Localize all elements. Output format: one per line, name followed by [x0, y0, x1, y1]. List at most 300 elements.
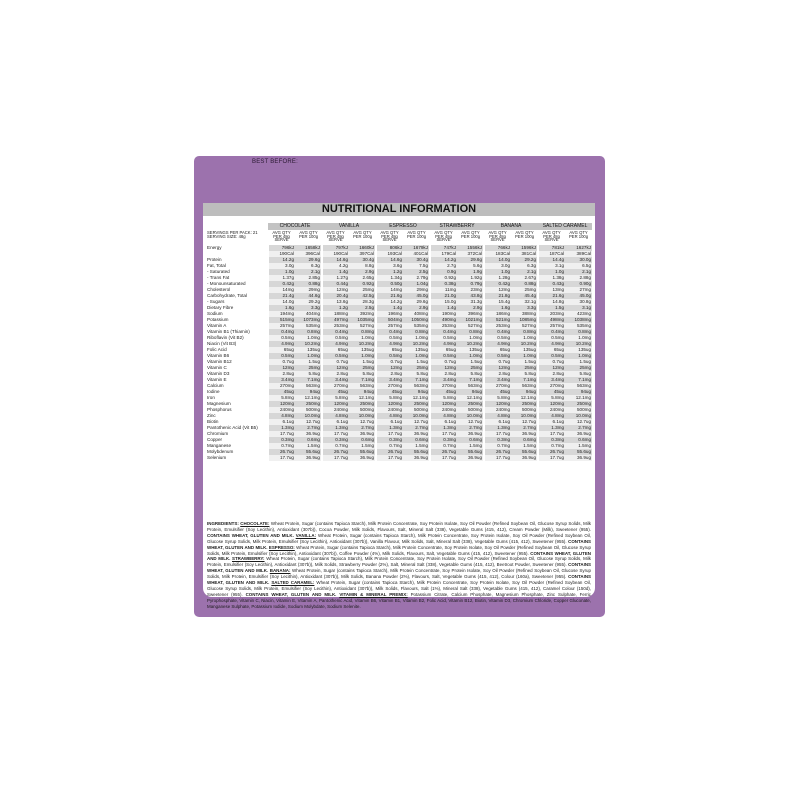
nutrient-value: 2.7mg — [565, 425, 592, 431]
nutrient-value: 500mg — [511, 407, 538, 413]
nutrient-value: 36.9ug — [349, 455, 376, 461]
nutrient-value: 135ug — [295, 347, 322, 353]
servings-per-pack: SERVINGS PER PACK: 21 — [207, 230, 258, 235]
nutrient-value: 4.8mg — [484, 413, 511, 419]
nutrient-value: 20.4g — [322, 293, 349, 299]
nutrient-value: 65ug — [322, 347, 349, 353]
nutrient-value: 65ug — [268, 347, 295, 353]
flavour-header-row — [206, 223, 592, 230]
nutrient-value: 14.0g — [484, 257, 511, 263]
nutrient-value: 0.4mg — [376, 329, 403, 335]
nutrient-value: 1.3mg — [484, 425, 511, 431]
nutrient-value: 12.7ug — [565, 419, 592, 425]
nutrient-value: 29.6g — [295, 257, 322, 263]
nutrient-value: 0.7ug — [268, 359, 295, 365]
nutrient-value: 392mg — [349, 311, 376, 317]
nutrient-value: 55.6ug — [565, 449, 592, 455]
nutrient-value: 190mg — [430, 311, 457, 317]
ingredient-flavour-label: ESPRESSO: — [268, 544, 295, 550]
nutrient-value: 5.8ug — [457, 371, 484, 377]
nutrient-value: 1.0mg — [349, 353, 376, 359]
nutrient-value: 44.6g — [295, 293, 322, 299]
nutrient-value: 408mg — [403, 311, 430, 317]
nutrient-value: 1.3mg — [268, 425, 295, 431]
nutrient-value: 0.6mg — [295, 437, 322, 443]
nutrient-label: Folic Acid — [207, 346, 227, 352]
nutrient-value: 36.9ug — [403, 431, 430, 437]
nutrient-value: 36.9ug — [565, 431, 592, 437]
nutrient-value: 0.6mg — [457, 437, 484, 443]
nutrient-value: 0.4mg — [538, 329, 565, 335]
nutrient-value: 30.4g — [403, 257, 430, 263]
nutrient-value: 17.7ug — [322, 431, 349, 437]
nutrient-value: 30.8g — [565, 299, 592, 305]
nutrient-value: 25mg — [349, 365, 376, 371]
nutrient-value: 26.7ug — [268, 449, 295, 455]
nutrient-label: Manganese — [207, 442, 232, 448]
nutrient-value: 29.6g — [457, 257, 484, 263]
nutrient-value: 193Cal — [376, 251, 403, 257]
nutrient-value: 250mg — [457, 401, 484, 407]
nutrient-value: 36.9ug — [511, 431, 538, 437]
nutrient-value: 36.9ug — [457, 455, 484, 461]
nutrient-value: 270mg — [268, 383, 295, 389]
nutrient-label: Selenium — [207, 454, 227, 460]
nutrient-value: 1.0mg — [457, 353, 484, 359]
nutrient-value: 535mg — [565, 323, 592, 329]
nutrient-value: 7.1mg — [457, 377, 484, 383]
nutrient-value: 5.8mg — [268, 395, 295, 401]
nutrient-label: Vitamin B1 (Thiamin) — [207, 328, 250, 334]
nutrient-value: 10.0mg — [511, 413, 538, 419]
nutrient-value: 5.8ug — [565, 371, 592, 377]
nutrient-value: 500mg — [457, 407, 484, 413]
nutrient-value: 17.7ug — [268, 455, 295, 461]
nutrient-value: 29.2g — [511, 257, 538, 263]
nutrient-value: 2.9g — [457, 305, 484, 311]
nutrient-value: 527mg — [349, 323, 376, 329]
nutrient-value: 3.1g — [538, 263, 565, 269]
nutrient-value: 2.7g — [430, 263, 457, 269]
nutrient-value: 12mg — [538, 365, 565, 371]
nutrient-value: 0.42g — [268, 281, 295, 287]
nutrient-value: 0.50g — [376, 281, 403, 287]
nutrient-value: 1.3mg — [322, 425, 349, 431]
nutrient-value: 1.5mg — [511, 443, 538, 449]
nutrient-value: 257mg — [268, 323, 295, 329]
nutrient-value: 1.5ug — [403, 359, 430, 365]
nutrient-value: 1.5mg — [403, 443, 430, 449]
nutrient-value: 42.5g — [349, 293, 376, 299]
nutrient-value: 1.0mg — [295, 353, 322, 359]
nutrient-value: 0.7ug — [430, 359, 457, 365]
nutrient-value: 0.3mg — [538, 437, 565, 443]
nutrient-value: 94ug — [349, 389, 376, 395]
nutrient-label: Pantothenic Acid (Vit B5) — [207, 424, 258, 430]
nutrient-value: 0.3mg — [268, 437, 295, 443]
nutrient-value: 3.6g — [376, 263, 403, 269]
nutrient-value: 563mg — [511, 383, 538, 389]
nutrient-value: 0.8mg — [565, 329, 592, 335]
column-header: AVG QTY PER 100g — [298, 230, 319, 239]
nutrient-value: 270mg — [484, 383, 511, 389]
nutrient-value: 94ug — [403, 389, 430, 395]
nutrient-value: 6.1ug — [376, 419, 403, 425]
column-header: AVG QTY PER 100g — [352, 230, 373, 239]
ingredient-list: Wheat Protein, Sugar (contains Tapioca Starch), Milk Protein Concentrate, Soy Protein Isolate, Soy Oil Powder (Refined Soybean Oil, Glucose Syrup Solids, Milk Protein, Emulsifier (Soy Lecithin), Antioxidant (307b)), Milk Solids, Flavours, Salt (1%), Mineral Salt (338), Vegetable Gums (415, 412), Caramel Colour (150d), Sweetener (955). — [207, 580, 592, 597]
allergen-statement: CONTAINS WHEAT, GLUTEN AND MILK. — [207, 574, 591, 586]
nutrient-value: 6.1ug — [430, 419, 457, 425]
nutrient-value: 187Cal — [538, 251, 565, 257]
nutrient-value: 0.7mg — [376, 443, 403, 449]
nutrient-value: 240mg — [376, 407, 403, 413]
flavour-banana: BANANA — [484, 223, 538, 230]
nutrient-value: 12mg — [322, 287, 349, 293]
nutrient-value: 0.5mg — [538, 335, 565, 341]
nutrient-value: 120mg — [268, 401, 295, 407]
nutrient-value: 0.8mg — [403, 329, 430, 335]
nutrient-value: 12.1mg — [295, 395, 322, 401]
nutrient-label: Iodine — [207, 388, 220, 394]
nutrient-value: 563mg — [349, 383, 376, 389]
nutrient-value: 1.0mg — [349, 335, 376, 341]
allergen-statement: CONTAINS WHEAT, GLUTEN AND MILK. — [207, 532, 294, 538]
nutrient-value: 135ug — [511, 347, 538, 353]
nutrient-value: 1.0mg — [403, 335, 430, 341]
nutrient-value: 25mg — [349, 287, 376, 293]
nutrient-value: 12.1mg — [349, 395, 376, 401]
nutrient-label: Sodium — [207, 310, 223, 316]
nutrient-label: Vitamin D3 — [207, 370, 230, 376]
nutrient-value: 12mg — [376, 365, 403, 371]
nutrient-value: 1679kJ — [403, 245, 430, 251]
nutrient-value: 45.0g — [403, 293, 430, 299]
nutrient-value: 10.0mg — [295, 413, 322, 419]
nutrient-value: 1596kJ — [511, 245, 538, 251]
nutrient-value: 0.7mg — [430, 443, 457, 449]
nutrient-value: 12.7ug — [457, 419, 484, 425]
nutrient-value: 11mg — [430, 287, 457, 293]
nutrient-value: 2.85g — [295, 275, 322, 281]
nutrient-label: Vitamin B12 — [207, 358, 232, 364]
nutrient-value: 21.8g — [484, 293, 511, 299]
nutrient-value: 1.38g — [538, 275, 565, 281]
nutrient-value: 5.8mg — [538, 395, 565, 401]
nutrient-value: 240mg — [268, 407, 295, 413]
nutrient-value: 2.5g — [403, 269, 430, 275]
nutrient-value: 500mg — [295, 407, 322, 413]
ingredient-list: Wheat Protein, Sugar (contains Tapioca Starch), Milk Protein Concentrate, Soy Protein Isolate, Soy Oil Powder (Refined Soybean Oil, Glucose Syrup Solids, Milk Protein, Emulsifier (Soy Lecithin), Antioxidant (307b)), Coffee Powder (4%), Milk Solids, Flavours, Salt, Vegetable Gums (415, 412), Sweetener (955). — [207, 544, 591, 556]
nutrient-value: 4.8mg — [376, 413, 403, 419]
nutrient-value: 1.5mg — [457, 443, 484, 449]
nutrient-value: 65ug — [538, 347, 565, 353]
nutrient-value: 31.3g — [457, 299, 484, 305]
nutrient-value: 36.9ug — [565, 455, 592, 461]
nutrient-value: 6.3g — [295, 263, 322, 269]
nutrient-value: 0.92g — [430, 275, 457, 281]
nutrient-value: 2.8ug — [430, 371, 457, 377]
nutrient-value: 0.5mg — [376, 353, 403, 359]
nutrient-value: 4.2g — [322, 263, 349, 269]
nutrient-value: 3.4mg — [538, 377, 565, 383]
nutrient-value: 0.38g — [430, 281, 457, 287]
allergen-statement: CONTAINS WHEAT, GLUTEN AND MILK. — [245, 591, 337, 597]
column-header: AVG QTY PER 100g — [406, 230, 427, 239]
nutrient-value: 1.3mg — [430, 425, 457, 431]
nutrient-value: 497mg — [322, 317, 349, 323]
nutrient-value: 29.6g — [403, 299, 430, 305]
nutrient-value: 535mg — [403, 323, 430, 329]
nutrient-value: 521mg — [484, 317, 511, 323]
nutrient-value: 4.9mg — [376, 341, 403, 347]
nutrient-label: Calcium — [207, 382, 224, 388]
nutrient-value: 183Cal — [484, 251, 511, 257]
nutrient-value: 25mg — [457, 365, 484, 371]
nutrient-value: 4.9mg — [484, 341, 511, 347]
nutrient-value: 0.4mg — [430, 329, 457, 335]
panel-title: NUTRITIONAL INFORMATION — [203, 203, 595, 216]
nutrient-label: Zinc — [207, 412, 216, 418]
nutrient-value: 2.67g — [511, 275, 538, 281]
nutrient-value: 563mg — [403, 383, 430, 389]
nutrient-value: 10.2mg — [457, 341, 484, 347]
nutrient-value: 26.7ug — [322, 449, 349, 455]
nutrient-value: 0.44g — [322, 281, 349, 287]
column-header: AVG QTY PER 100g — [569, 230, 589, 239]
nutrient-value: 1.9g — [457, 269, 484, 275]
nutrient-value: 17.7ug — [322, 455, 349, 461]
nutrient-value: 1.28g — [484, 275, 511, 281]
nutrient-value: 5.8mg — [322, 395, 349, 401]
nutrient-value: 5.8mg — [430, 395, 457, 401]
nutrient-value: 1.6g — [268, 305, 295, 311]
nutrient-value: 0.7mg — [268, 443, 295, 449]
nutrient-value: 6.1ug — [484, 419, 511, 425]
nutrient-value: 270mg — [538, 383, 565, 389]
nutrient-value: 135ug — [403, 347, 430, 353]
nutrient-value: 781kJ — [538, 245, 565, 251]
nutrient-value: 0.8mg — [295, 329, 322, 335]
nutrient-value: 21.6g — [538, 293, 565, 299]
nutrient-value: 2.9g — [349, 269, 376, 275]
nutrient-value: 0.7ug — [376, 359, 403, 365]
nutrient-value: 3.0g — [268, 263, 295, 269]
nutrient-value: 29mg — [403, 287, 430, 293]
nutrient-label: Iron — [207, 394, 215, 400]
allergen-statement: CONTAINS WHEAT, GLUTEN AND MILK. — [207, 538, 591, 550]
nutrient-value: 1.04g — [403, 281, 430, 287]
nutrient-value: 766kJ — [484, 245, 511, 251]
nutrient-value: 1035mg — [349, 317, 376, 323]
nutrient-value: 135ug — [565, 347, 592, 353]
nutrient-value: 257mg — [538, 323, 565, 329]
nutrient-value: 12.7ug — [511, 419, 538, 425]
nutrient-value: 2.88g — [565, 275, 592, 281]
nutrient-value: 381Cal — [511, 251, 538, 257]
nutrient-value: 25mg — [511, 287, 538, 293]
nutrient-value: 10.0mg — [403, 413, 430, 419]
nutrient-value: 94ug — [511, 389, 538, 395]
nutrient-value: 4.8mg — [268, 413, 295, 419]
nutrient-value: 396Cal — [295, 251, 322, 257]
nutrient-value: 0.6mg — [565, 437, 592, 443]
nutrient-value: 4.9mg — [538, 341, 565, 347]
nutrient-value: 94ug — [295, 389, 322, 395]
nutrient-value: 3.3g — [511, 305, 538, 311]
nutrient-value: 65ug — [376, 347, 403, 353]
nutrient-label: Chromium — [207, 430, 229, 436]
nutrient-label: Vitamin C — [207, 364, 227, 370]
nutrient-value: 26.7ug — [376, 449, 403, 455]
nutrient-value: 7.1mg — [403, 377, 430, 383]
nutrient-value: 55.6ug — [349, 449, 376, 455]
nutrient-value: 0.88g — [511, 281, 538, 287]
nutrient-value: 25mg — [565, 365, 592, 371]
nutrient-value: 7.1mg — [565, 377, 592, 383]
nutrient-value: 5.8ug — [403, 371, 430, 377]
nutrient-value: 2.7mg — [457, 425, 484, 431]
ingredient-list: Wheat Protein, Sugar (contains Tapioca Starch), Milk Protein Concentrate, Soy Protein Isolate, Soy Oil Powder (Refined Soybean Oil, Glucose Syrup Solids, Milk Protein, Emulsifier (Soy Lecithin), Antioxidant (307b)), Milk Solids, Strawberry Powder (2%), Salt, Mineral Salt (338), Vegetable Gums (415, 412), Beetroot Powder, Sweetener (955). — [207, 556, 591, 568]
nutrient-value: 1.4g — [322, 269, 349, 275]
ingredients-text — [207, 521, 591, 610]
nutrient-value: 0.5mg — [538, 353, 565, 359]
nutrient-value: 563mg — [295, 383, 322, 389]
nutrient-value: 120mg — [430, 401, 457, 407]
nutrient-value: 0.90g — [565, 281, 592, 287]
nutrient-value: 15.0g — [430, 299, 457, 305]
nutrient-value: 535mg — [295, 323, 322, 329]
nutrient-value: 7.1mg — [295, 377, 322, 383]
nutrient-value: 0.88g — [295, 281, 322, 287]
nutrient-label: - Sugars — [207, 298, 225, 304]
nutrient-label: Riboflavin (Vit B2) — [207, 334, 244, 340]
nutrient-value: 190Cal — [322, 251, 349, 257]
nutrient-value: 1.5g — [538, 305, 565, 311]
nutrient-value: 240mg — [322, 407, 349, 413]
nutrient-value: 2.79g — [403, 275, 430, 281]
nutrient-value: 203mg — [538, 311, 565, 317]
nutrient-label: Niacin (Vit B3) — [207, 340, 237, 346]
nutrient-value: 2.7mg — [511, 425, 538, 431]
nutrient-value: 5.8ug — [295, 371, 322, 377]
nutrient-value: 3.4mg — [484, 377, 511, 383]
nutrient-value: 1.5mg — [349, 443, 376, 449]
flavour-vanilla: VANILLA — [322, 223, 376, 230]
nutrient-value: 5.8mg — [376, 395, 403, 401]
allergen-statement: CONTAINS WHEAT, GLUTEN AND MILK. — [207, 550, 591, 562]
nutrient-value: 0.6mg — [403, 437, 430, 443]
nutrient-label: Vitamin E — [207, 376, 227, 382]
nutrient-value: 250mg — [511, 401, 538, 407]
column-header: AVG QTY PER 100g — [515, 230, 535, 239]
nutrient-value: 17.7ug — [430, 431, 457, 437]
nutrient-value: 6.1ug — [322, 419, 349, 425]
nutrient-value: 2.1g — [511, 269, 538, 275]
nutrient-value: 26.7ug — [430, 449, 457, 455]
nutrient-value: 15.4g — [484, 299, 511, 305]
nutrient-value: 1.5mg — [295, 443, 322, 449]
nutrient-value: 240mg — [430, 407, 457, 413]
nutrient-value: 2.8ug — [538, 371, 565, 377]
nutrient-label: Vitamin A — [207, 322, 227, 328]
nutrient-value: 0.43g — [538, 281, 565, 287]
nutrient-value: 186mg — [484, 311, 511, 317]
nutrient-value: 4.8mg — [538, 413, 565, 419]
nutrient-value: 1.0mg — [565, 335, 592, 341]
nutrient-value: 55.6ug — [457, 449, 484, 455]
nutrient-value: 0.6mg — [349, 437, 376, 443]
nutrient-value: 55.6ug — [403, 449, 430, 455]
nutrient-value: 1.2g — [376, 269, 403, 275]
nutrient-value: 2.1g — [565, 269, 592, 275]
nutrient-value: 0.3mg — [322, 437, 349, 443]
nutrient-value: 2.8ug — [322, 371, 349, 377]
nutrient-value: 806kJ — [376, 245, 403, 251]
nutrient-value: 10.2mg — [295, 341, 322, 347]
ingredients-label: INGREDIENTS: — [207, 521, 239, 526]
nutrient-value: 1.0mg — [457, 335, 484, 341]
nutrient-value: 0.5mg — [322, 353, 349, 359]
ingredient-list: Wheat Protein, Sugar (contains Tapioca Starch), Milk Protein Concentrate, Soy Protein Isolate, Soy Oil Powder (Refined Soybean Oil, Glucose Syrup Solids, Milk Protein, Emulsifier (Soy Lecithin), Antioxidant (307b)), Vanilla Flavour, Milk Solids, Salt, Mineral Salt (338), Vegetable Gums (415, 412), Sweetener (955). — [207, 532, 592, 544]
nutrient-value: 1.5ug — [457, 359, 484, 365]
nutrient-value: 13mg — [538, 287, 565, 293]
nutrient-value: 13.6g — [322, 299, 349, 305]
ingredient-list: Wheat Protein, Sugar (contains Tapioca Starch), Milk Protein Concentrate, Soy Protein Isolate, Soy Oil Powder (Refined Soybean Oil, Glucose Syrup Solids, Milk Protein, Emulsifier (Soy Lecithin), Antioxidant (307b)), Milk Solids, Banana Powder (2%), Flavours, Salt, Vegetable Gums (415, 412), Colour (160a), Sweetener (955). — [207, 568, 591, 580]
nutrient-value: 135ug — [349, 347, 376, 353]
column-header-row — [206, 230, 592, 242]
nutrient-value: 1021mg — [457, 317, 484, 323]
column-header: AVG QTY PER 100g — [460, 230, 481, 239]
nutrient-value: 10.0mg — [349, 413, 376, 419]
nutrient-value: 14.2g — [376, 299, 403, 305]
vitamin-premix-label: VITAMIN & MINERAL PREMIX: — [339, 591, 408, 597]
nutrient-value: 45.0g — [565, 293, 592, 299]
nutrient-value: 0.6mg — [511, 437, 538, 443]
nutrient-value: 14.6g — [322, 257, 349, 263]
nutrient-value: 36.9ug — [295, 455, 322, 461]
nutrient-value: 1.0g — [268, 269, 295, 275]
nutrient-value: 2.9g — [403, 305, 430, 311]
nutrient-value: 25mg — [403, 365, 430, 371]
nutrient-value: 1.6g — [484, 305, 511, 311]
nutrient-value: 45ug — [322, 389, 349, 395]
nutrient-value: 7.5g — [403, 263, 430, 269]
column-header: AVG QTY PER 48g SERVE — [326, 230, 345, 243]
nutrient-value: 396mg — [457, 311, 484, 317]
nutrient-value: 4.9mg — [322, 341, 349, 347]
nutrient-value: 796kJ — [268, 245, 295, 251]
nutrient-value: 10.2mg — [403, 341, 430, 347]
nutrient-value: 10.2mg — [565, 341, 592, 347]
nutrient-value: 0.5mg — [484, 335, 511, 341]
ingredient-flavour-label: STRAWBERRY: — [232, 556, 265, 562]
nutrient-value: 250mg — [403, 401, 430, 407]
nutrient-value: 253mg — [484, 323, 511, 329]
nutrient-label: Potassium — [207, 316, 229, 322]
nutrient-value: 36.9ug — [457, 431, 484, 437]
nutrient-value: 7.1mg — [349, 377, 376, 383]
serving-size: SERVING SIZE: 48g — [207, 233, 246, 239]
nutrient-value: 135ug — [457, 347, 484, 353]
nutrient-value: 0.3mg — [430, 437, 457, 443]
nutrient-value: 28.3g — [349, 299, 376, 305]
column-header: AVG QTY PER 48g SERVE — [380, 230, 399, 243]
nutrient-value: 45ug — [430, 389, 457, 395]
nutrient-value: 55.6ug — [295, 449, 322, 455]
nutrient-value: 1.5ug — [295, 359, 322, 365]
nutrient-value: 5.8ug — [511, 371, 538, 377]
nutrient-value: 0.92g — [349, 281, 376, 287]
